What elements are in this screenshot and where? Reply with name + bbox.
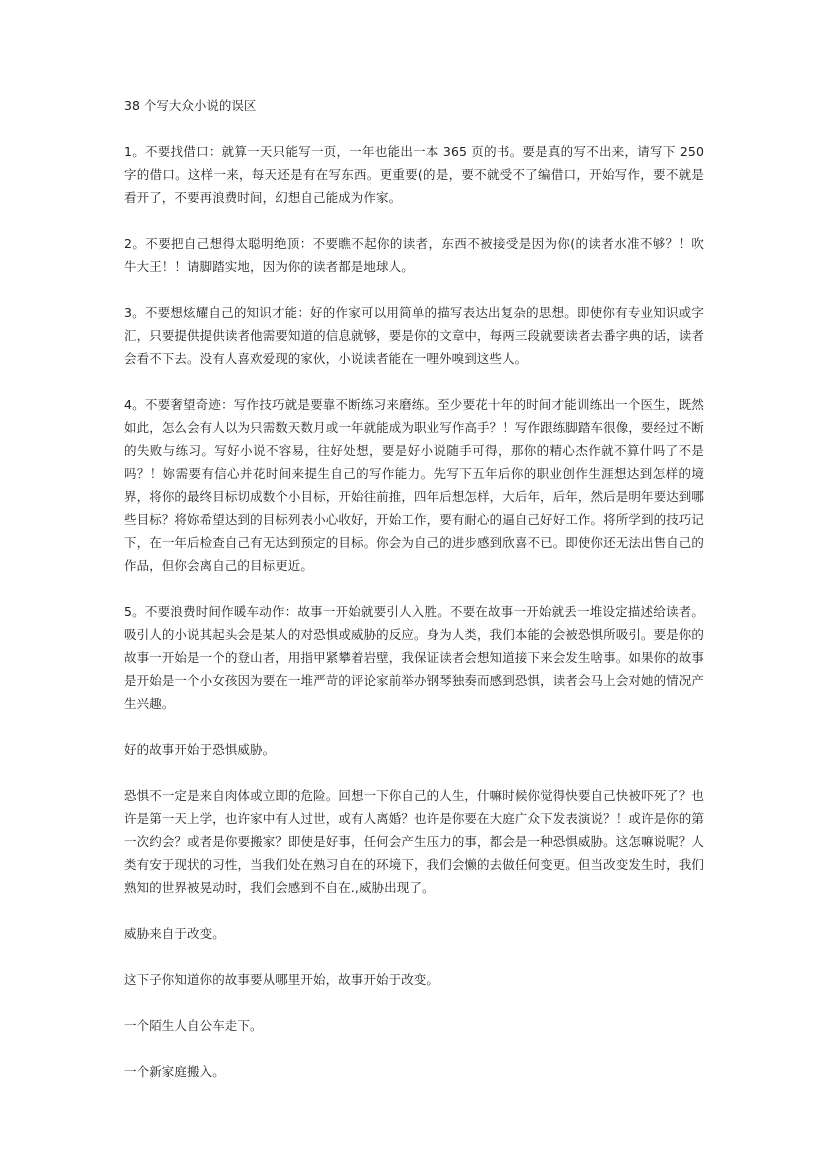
document-page [124, 94, 704, 1106]
paragraph-9: 这下子你知道你的故事要从哪里开始，故事开始于改变。 [124, 972, 440, 987]
paragraph-8: 威胁来自于改变。 [124, 926, 225, 941]
paragraph-4: 4。不要奢望奇迹：写作技巧就是要靠不断练习来磨练。至少要花十年的时间才能训练出一个医生，既然如此，怎么会有人以为只需数天数月或一年就能成为职业写作高手？！写作跟练脚踏车很像，要经过不断的失败与练习。写好小说不容易，往好处想，要是好小说随手可得，那你的精心杰作就不算什吗了不是吗？！妳需要有信心并花时间来提生自己的写作能力。先写下五年后你的职业创作生涯想达到怎样的境界，将你的最终目标切成数个小目标，开始往前推，四年后想怎样，大后年，后年，然后是明年要达到哪些目标？将妳希望达到的目标列表小心收好，开始工作，要有耐心的逼自己好好工作。将所学到的技巧记下，在一年后检查自己有无达到预定的目标。你会为自己的进步感到欣喜不已。即使你还无法出售自己的作品，但你会离自己的目标更近。 [124, 397, 704, 573]
paragraph-11: 一个新家庭搬入。 [124, 1064, 225, 1079]
paragraph-10: 一个陌生人自公车走下。 [124, 1018, 263, 1033]
paragraph-3: 3。不要想炫耀自己的知识才能：好的作家可以用简单的描写表达出复杂的思想。即使你有专业知识或字汇，只要提供提供读者他需要知道的信息就够，要是你的文章中，每两三段就要读者去番字典的话，读者会看不下去。没有人喜欢爱现的家伙，小说读者能在一哩外嗅到这些人。 [124, 305, 704, 366]
paragraph-1: 1。不要找借口：就算一天只能写一页，一年也能出一本 365 页的书。要是真的写不出来，请写下 250 字的借口。这样一来，每天还是有在写东西。更重要(的是，要不就受不了编借口，开始写作，要不就是看开了，不要再浪费时间，幻想自己能成为作家。 [124, 144, 704, 205]
paragraph-5: 5。不要浪费时间作暖车动作：故事一开始就要引人入胜。不要在故事一开始就丢一堆设定描述给读者。吸引人的小说其起头会是某人的对恐惧或威胁的反应。身为人类，我们本能的会被恐惧所吸引。要是你的故事一开始是一个的登山者，用指甲紧攀着岩壁，我保证读者会想知道接下来会发生啥事。如果你的故事是开始是一个小女孩因为要在一堆严苛的评论家前举办钢琴独奏而感到恐惧，读者会马上会对她的情况产生兴趣。 [124, 604, 704, 711]
paragraph-2: 2。不要把自己想得太聪明绝顶：不要瞧不起你的读者，东西不被接受是因为你(的读者水准不够？！吹牛大王！！请脚踏实地，因为你的读者都是地球人。 [124, 236, 704, 274]
document-title: 38 个写大众小说的误区 [124, 98, 257, 113]
paragraph-7: 恐惧不一定是来自肉体或立即的危险。回想一下你自己的人生，什嘛时候你觉得快要自己快被吓死了？也许是第一天上学，也许家中有人过世，或有人离婚？也许是你要在大庭广众下发表演说？！或许是你的第一次约会？或者是你要搬家？即使是好事，任何会产生压力的事，都会是一种恐惧威胁。这怎嘛说呢？人类有安于现状的习性，当我们处在熟习自在的环境下，我们会懒的去做任何变更。但当改变发生时，我们熟知的世界被晃动时，我们会感到不自在.,威胁出现了。 [124, 788, 704, 895]
paragraph-6: 好的故事开始于恐惧威胁。 [124, 742, 276, 757]
